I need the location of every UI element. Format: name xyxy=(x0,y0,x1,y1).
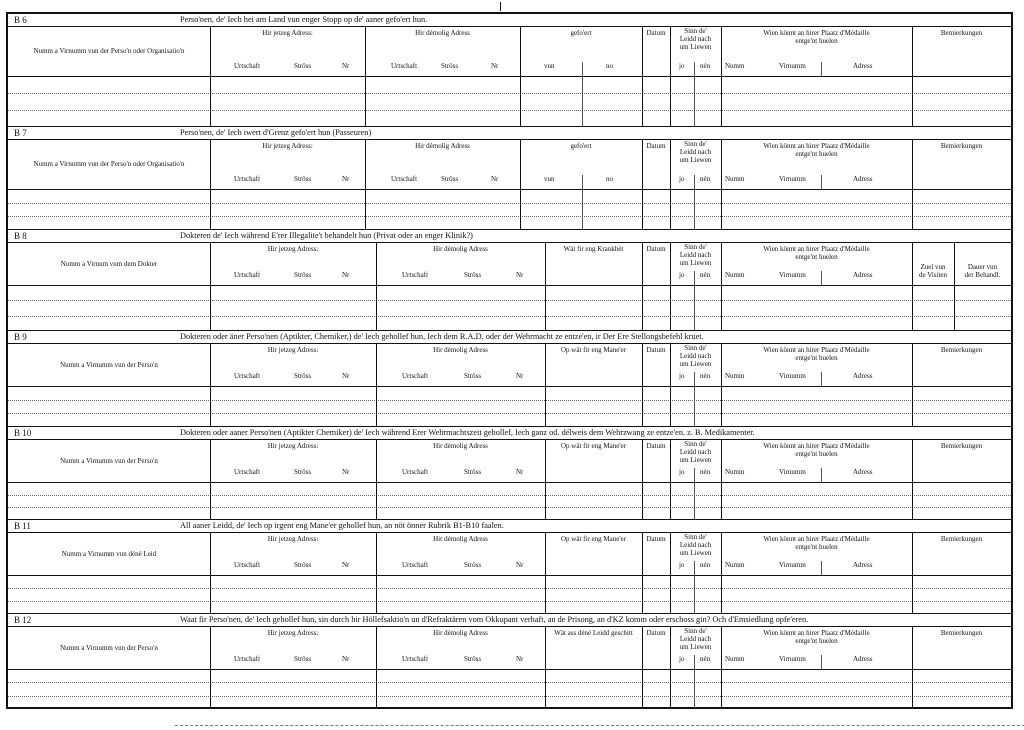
medal-header-l2: entge'nt huelen xyxy=(795,354,838,362)
medaille-subdivider xyxy=(821,175,822,189)
jo-nen-divider xyxy=(694,175,695,229)
vun-no-divider xyxy=(582,62,583,126)
section-b-9 xyxy=(8,331,1011,427)
visits-header-l2: de Visiten xyxy=(918,271,948,279)
urtschaft-label: Urtschaft xyxy=(391,62,418,70)
yes-label: jo xyxy=(679,468,685,476)
alive-header-l1: Sinn de' xyxy=(684,140,707,148)
column-divider xyxy=(210,626,211,708)
column-divider xyxy=(545,242,546,330)
alive-header-l3: um Liewen xyxy=(679,456,712,464)
medaille-subdivider xyxy=(821,468,822,482)
nr-label: Nr xyxy=(342,468,350,476)
section-header xyxy=(8,614,1011,627)
date-header: Datum xyxy=(646,535,666,543)
column-divider xyxy=(210,139,211,229)
date-header: Datum xyxy=(646,346,666,354)
entry-row-line xyxy=(8,588,1011,589)
former-address-header: Hir démolig Adress xyxy=(433,535,488,543)
current-address-header: Hir jetzeg Adress: xyxy=(262,142,313,150)
header-bottom-rule xyxy=(8,482,1011,483)
section-b-6 xyxy=(8,14,1011,127)
firstname-label: Virnumm xyxy=(779,62,806,70)
section-title: Perso'nen, de' Iech iwert d'Grenz gefo'ert hun (Passeuren) xyxy=(180,128,372,137)
column-divider xyxy=(376,532,377,613)
section-header xyxy=(8,230,1011,243)
firstname-label: Virnumm xyxy=(779,655,806,663)
urtschaft-label: Urtschaft xyxy=(402,655,429,663)
column-divider xyxy=(520,139,521,229)
no-label: nén xyxy=(700,561,711,569)
nr-label: Nr xyxy=(491,62,499,70)
section-code: B 10 xyxy=(14,428,32,438)
section-header xyxy=(8,427,1011,440)
entry-row-line xyxy=(8,413,1011,414)
section-code: B 11 xyxy=(14,521,31,531)
column-divider xyxy=(642,532,643,613)
firstname-label: Virnumm xyxy=(779,561,806,569)
no-label: nén xyxy=(700,655,711,663)
former-address-header: Hir démolig Adress xyxy=(433,629,488,637)
visits-header-l1: Zuel vun xyxy=(920,263,946,271)
no-label: nén xyxy=(700,468,711,476)
column-divider xyxy=(912,242,913,330)
alive-header-l2: Leidd nach xyxy=(679,541,712,549)
firstname-label: Virnumm xyxy=(779,271,806,279)
section-code: B 8 xyxy=(14,231,27,241)
entry-row-line xyxy=(8,495,1011,496)
alive-header-l2: Leidd nach xyxy=(679,448,712,456)
stross-label: Ströss xyxy=(464,468,482,476)
medal-header-l2: entge'nt huelen xyxy=(795,637,838,645)
section-b-12 xyxy=(8,614,1011,709)
date-header: Datum xyxy=(646,29,666,37)
entry-row-line xyxy=(8,216,1011,217)
alive-header-l1: Sinn de' xyxy=(684,533,707,541)
yes-label: jo xyxy=(679,175,685,183)
column-divider xyxy=(642,26,643,126)
medal-header-l2: entge'nt huelen xyxy=(795,450,838,458)
medaille-subdivider xyxy=(821,271,822,285)
urtschaft-label: Urtschaft xyxy=(234,271,261,279)
manner-header: Op wät fir eng Mane'er xyxy=(560,442,626,450)
jo-nen-divider xyxy=(694,271,695,330)
stross-label: Ströss xyxy=(441,175,459,183)
first-column-header: Numm a Virnum vum dem Dokter xyxy=(60,259,158,268)
column-divider xyxy=(210,242,211,330)
section-bottom-rule xyxy=(8,708,1011,709)
stross-label: Ströss xyxy=(294,468,312,476)
current-address-header: Hir jetzeg Adress: xyxy=(267,346,319,354)
medal-header-l1: Wien könnt an hirer Plaatz d'Médaille xyxy=(763,245,870,253)
address-label: Adress xyxy=(853,175,873,183)
column-divider xyxy=(912,626,913,708)
medaille-subdivider xyxy=(821,62,822,76)
stross-label: Ströss xyxy=(441,62,459,70)
section-code: B 12 xyxy=(14,615,32,625)
urtschaft-label: Urtschaft xyxy=(234,468,261,476)
section-title: Waat fir Perso'nen, de' Iech gehollef hun, sin durch hir Höllefsaktio'n un d'Refraktären vom Okkupant verhaft, an de Prisong, an d'KZ komm oder erschoss gin? Och d'Emsiedlung opfe'eren. xyxy=(180,615,809,624)
nr-label: Nr xyxy=(516,372,524,380)
top-tick-mark xyxy=(500,2,501,11)
section-b-11 xyxy=(8,520,1011,614)
urtschaft-label: Urtschaft xyxy=(402,372,429,380)
medal-header-l1: Wien könnt an hirer Plaatz d'Médaille xyxy=(763,442,870,450)
to-label: no xyxy=(606,62,613,70)
alive-header-l2: Leidd nach xyxy=(679,148,712,156)
urtschaft-label: Urtschaft xyxy=(234,62,261,70)
former-address-header: Hir démolig Adress xyxy=(433,442,488,450)
column-divider xyxy=(210,343,211,426)
nr-label: Nr xyxy=(342,655,350,663)
address-label: Adress xyxy=(853,62,873,70)
yes-label: jo xyxy=(679,655,685,663)
no-label: nén xyxy=(700,62,711,70)
section-header xyxy=(8,520,1011,533)
urtschaft-label: Urtschaft xyxy=(234,372,261,380)
stross-label: Ströss xyxy=(464,271,482,279)
from-label: vun xyxy=(544,175,555,183)
alive-header-l3: um Liewen xyxy=(679,549,712,557)
section-code: B 9 xyxy=(14,332,27,342)
entry-row-line xyxy=(8,400,1011,401)
column-divider xyxy=(376,439,377,519)
column-divider xyxy=(912,139,913,229)
urtschaft-label: Urtschaft xyxy=(234,655,261,663)
entry-row-line xyxy=(8,300,1011,301)
section-header xyxy=(8,14,1011,27)
section-header xyxy=(8,331,1011,344)
entry-row-line xyxy=(8,507,1011,508)
entry-row-line xyxy=(8,110,1011,111)
current-address-header: Hir jetzeg Adress: xyxy=(267,245,319,253)
column-divider xyxy=(912,26,913,126)
nr-label: Nr xyxy=(342,372,350,380)
alive-header-l3: um Liewen xyxy=(679,259,712,267)
column-divider xyxy=(376,626,377,708)
medaille-subdivider xyxy=(821,561,822,575)
column-divider xyxy=(642,139,643,229)
current-address-header: Hir jetzeg Adress: xyxy=(267,535,319,543)
entry-row-line xyxy=(8,203,1011,204)
column-divider xyxy=(545,626,546,708)
stross-label: Ströss xyxy=(464,372,482,380)
yes-label: jo xyxy=(679,271,685,279)
nr-label: Nr xyxy=(342,561,350,569)
column-divider xyxy=(376,343,377,426)
address-label: Adress xyxy=(853,561,873,569)
manner-header: Wät ass déné Leidd geschitt xyxy=(554,629,633,637)
jo-nen-divider xyxy=(694,468,695,519)
section-code: B 7 xyxy=(14,128,27,138)
column-divider xyxy=(642,439,643,519)
section-title: Dokteren oder äner Perso'nen (Aptikter, Chemiker,) de' Iech gehollef hun, Iech dem R.A.D. oder der Wehrmacht ze entze'en, ir Der Ere Stellongsbefehl kruet. xyxy=(180,332,704,341)
header-bottom-rule xyxy=(8,575,1011,576)
alive-header-l1: Sinn de' xyxy=(684,440,707,448)
firstname-label: Virnumm xyxy=(779,175,806,183)
remarks-header: Bemierkungen xyxy=(940,535,983,543)
section-title: Dokteren oder aaner Perso'nen (Aptikter Chemiker) de' Iech während Erer Wehrmachtszeit gehollef, Iech ganz od. délweis dem Wehrzwang ze entze'en. z. B. Medikamenter. xyxy=(180,428,755,437)
alive-header-l3: um Liewen xyxy=(679,643,712,651)
duration-header-l2: der Behandl. xyxy=(964,271,1001,279)
date-header: Datum xyxy=(646,245,666,253)
stross-label: Ströss xyxy=(294,62,312,70)
jo-nen-divider xyxy=(694,655,695,708)
current-address-header: Hir jetzeg Adress: xyxy=(262,29,313,37)
column-divider xyxy=(210,26,211,126)
yes-label: jo xyxy=(679,561,685,569)
vun-no-divider xyxy=(582,175,583,229)
alive-header-l2: Leidd nach xyxy=(679,251,712,259)
first-column-header: Numm a Virnumm vun der Perso'n xyxy=(60,456,158,465)
nr-label: Nr xyxy=(516,655,524,663)
alive-header-l1: Sinn de' xyxy=(684,344,707,352)
stross-label: Ströss xyxy=(464,561,482,569)
entry-row-line xyxy=(8,93,1011,94)
section-b-8 xyxy=(8,230,1011,331)
entry-row-line xyxy=(8,696,1011,697)
first-column-header: Numm a Virnumm vun der Perso'n xyxy=(60,360,158,369)
column-divider xyxy=(210,439,211,519)
surname-label: Numm xyxy=(725,372,745,380)
alive-header-l3: um Liewen xyxy=(679,43,712,51)
section-title: All aaner Leidd, de' Iech op irgent eng Mane'er gehollef hun, an nöt önner Rubrik B1-B10 faalen. xyxy=(180,521,504,530)
column-divider xyxy=(545,532,546,613)
column-divider xyxy=(642,242,643,330)
urtschaft-label: Urtschaft xyxy=(391,175,418,183)
jo-nen-divider xyxy=(694,561,695,613)
section-b-10 xyxy=(8,427,1011,520)
stross-label: Ströss xyxy=(294,271,312,279)
medaille-subdivider xyxy=(821,655,822,669)
first-column-header: Numm a Virnumm vun der Perso'n oder Organisatio'n xyxy=(33,160,185,168)
medal-header-l1: Wien könnt an hirer Plaatz d'Médaille xyxy=(763,535,870,543)
alive-header-l3: um Liewen xyxy=(679,360,712,368)
duration-header-l1: Dauer vun xyxy=(967,263,998,271)
first-column-header: Numm a Virnumm vun der Perso'n oder Organisatio'n xyxy=(33,47,185,55)
column-divider xyxy=(912,532,913,613)
surname-label: Numm xyxy=(725,655,745,663)
stross-label: Ströss xyxy=(294,372,312,380)
no-label: nén xyxy=(700,372,711,380)
firstname-label: Virnumm xyxy=(779,372,806,380)
column-divider xyxy=(912,439,913,519)
entry-row-line xyxy=(8,682,1011,683)
manner-header: Op wät fir eng Mane'er xyxy=(560,346,626,354)
address-label: Adress xyxy=(853,372,873,380)
header-bottom-rule xyxy=(8,386,1011,387)
section-code: B 6 xyxy=(14,15,27,25)
from-label: vun xyxy=(544,62,555,70)
remarks-header: Bemierkungen xyxy=(940,142,983,150)
yes-label: jo xyxy=(679,62,685,70)
surname-label: Numm xyxy=(725,468,745,476)
urtschaft-label: Urtschaft xyxy=(402,561,429,569)
former-address-header: Hir démolig Adress xyxy=(415,142,470,150)
jo-nen-divider xyxy=(694,372,695,426)
first-column-header: Numm a Virnumm vun déné Leid xyxy=(61,549,157,558)
nr-label: Nr xyxy=(516,468,524,476)
medal-header-l2: entge'nt huelen xyxy=(795,37,838,45)
medal-header-l1: Wien könnt an hirer Plaatz d'Médaille xyxy=(763,346,870,354)
surname-label: Numm xyxy=(725,561,745,569)
to-label: no xyxy=(606,175,613,183)
stross-label: Ströss xyxy=(464,655,482,663)
remarks-header: Bemierkungen xyxy=(940,29,983,37)
remarks-header: Bemierkungen xyxy=(940,442,983,450)
alive-header-l1: Sinn de' xyxy=(684,243,707,251)
entry-row-line xyxy=(8,601,1011,602)
urtschaft-label: Urtschaft xyxy=(402,468,429,476)
alive-header-l2: Leidd nach xyxy=(679,35,712,43)
alive-header-l1: Sinn de' xyxy=(684,27,707,35)
column-divider xyxy=(365,139,366,229)
surname-label: Numm xyxy=(725,175,745,183)
column-divider xyxy=(520,26,521,126)
current-address-header: Hir jetzeg Adress: xyxy=(267,629,319,637)
stross-label: Ströss xyxy=(294,561,312,569)
medal-header-l2: entge'nt huelen xyxy=(795,253,838,261)
nr-label: Nr xyxy=(491,175,499,183)
address-label: Adress xyxy=(853,271,873,279)
nr-label: Nr xyxy=(342,175,350,183)
nr-label: Nr xyxy=(342,62,350,70)
entry-row-line xyxy=(8,316,1011,317)
header-bottom-rule xyxy=(8,76,1011,77)
urtschaft-label: Urtschaft xyxy=(402,271,429,279)
medal-header-l2: entge'nt huelen xyxy=(795,150,838,158)
alive-header-l2: Leidd nach xyxy=(679,635,712,643)
header-bottom-rule xyxy=(8,285,1011,286)
section-b-7 xyxy=(8,127,1011,230)
column-divider xyxy=(365,26,366,126)
section-header xyxy=(8,127,1011,140)
surname-label: Numm xyxy=(725,62,745,70)
transported-header: gefo'ert xyxy=(570,142,592,150)
urtschaft-label: Urtschaft xyxy=(234,561,261,569)
medal-header-l1: Wien könnt an hirer Plaatz d'Médaille xyxy=(763,629,870,637)
date-header: Datum xyxy=(646,442,666,450)
column-divider xyxy=(912,343,913,426)
stross-label: Ströss xyxy=(294,175,312,183)
medal-header-l2: entge'nt huelen xyxy=(795,543,838,551)
section-title: Perso'nen, de' Iech hei am Land vun enger Stopp op de' aaner gefo'ert hun. xyxy=(180,15,428,24)
address-label: Adress xyxy=(853,468,873,476)
surname-label: Numm xyxy=(725,271,745,279)
column-divider xyxy=(210,532,211,613)
yes-label: jo xyxy=(679,372,685,380)
former-address-header: Hir démolig Adress xyxy=(433,245,488,253)
date-header: Datum xyxy=(646,142,666,150)
no-label: nén xyxy=(700,271,711,279)
remarks-header: Bemierkungen xyxy=(940,346,983,354)
nr-label: Nr xyxy=(342,271,350,279)
header-bottom-rule xyxy=(8,669,1011,670)
stross-label: Ströss xyxy=(294,655,312,663)
manner-header: Wät fir eng Krankhét xyxy=(563,245,624,253)
former-address-header: Hir démolig Adress xyxy=(415,29,470,37)
alive-header-l3: um Liewen xyxy=(679,156,712,164)
former-address-header: Hir démolig Adress xyxy=(433,346,488,354)
alive-header-l1: Sinn de' xyxy=(684,627,707,635)
transported-header: gefo'ert xyxy=(570,29,592,37)
no-label: nén xyxy=(700,175,711,183)
section-title: Dokteren de' Iech während E'rer Illegalite't behandelt hun (Privat oder an enger Klinik?) xyxy=(180,231,473,240)
nr-label: Nr xyxy=(516,561,524,569)
jo-nen-divider xyxy=(694,62,695,126)
medal-header-l1: Wien könnt an hirer Plaatz d'Médaille xyxy=(763,142,870,150)
column-divider xyxy=(545,439,546,519)
remarks-header: Bemierkungen xyxy=(940,629,983,637)
nr-label: Nr xyxy=(516,271,524,279)
medaille-subdivider xyxy=(821,372,822,386)
column-divider xyxy=(642,626,643,708)
alive-header-l2: Leidd nach xyxy=(679,352,712,360)
medal-header-l1: Wien könnt an hirer Plaatz d'Médaille xyxy=(763,29,870,37)
first-column-header: Numm a Virnumm vun der Perso'n xyxy=(60,643,158,652)
urtschaft-label: Urtschaft xyxy=(234,175,261,183)
column-divider xyxy=(642,343,643,426)
column-divider xyxy=(954,242,955,330)
firstname-label: Virnumm xyxy=(779,468,806,476)
date-header: Datum xyxy=(646,629,666,637)
footer-rule xyxy=(175,725,1024,726)
address-label: Adress xyxy=(853,655,873,663)
current-address-header: Hir jetzeg Adress: xyxy=(267,442,319,450)
column-divider xyxy=(545,343,546,426)
column-divider xyxy=(376,242,377,330)
manner-header: Op wät fir eng Mane'er xyxy=(560,535,626,543)
header-bottom-rule xyxy=(8,189,1011,190)
